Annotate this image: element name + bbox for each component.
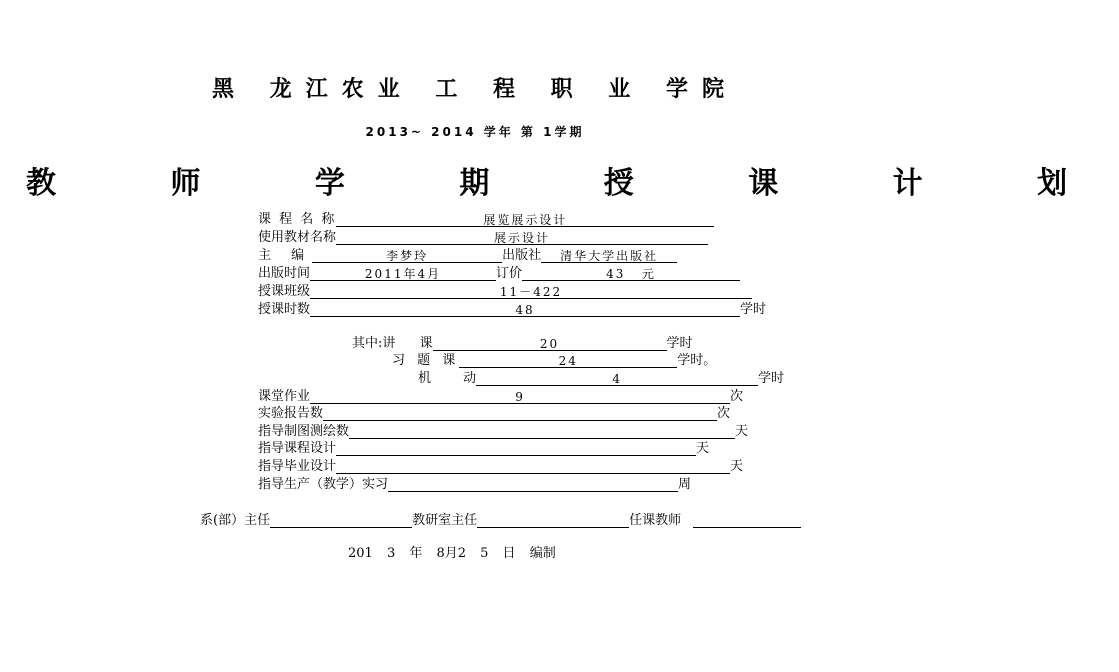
school-name: 黑 龙江农业 工 程 职 业 学院 [212, 77, 738, 102]
office-head-label: 教研室主任 [412, 513, 478, 528]
practice-unit: 周 [678, 477, 692, 492]
course-name-field [336, 212, 714, 227]
machine-row [418, 371, 784, 387]
practice-label: 指导生产（教学）实习 [258, 477, 389, 492]
class-value: 11－422 [499, 285, 563, 299]
lecture-row [352, 336, 693, 352]
price-value: 43 [606, 267, 626, 281]
report-field [323, 406, 717, 421]
dept-head-label: 系(部）主任 [200, 513, 271, 528]
machine-value: 4 [612, 372, 622, 386]
lecture-unit: 学时 [666, 336, 693, 351]
teacher-field [693, 513, 801, 528]
term-line: 2013~ 2014 学年 第 1学期 [365, 125, 585, 139]
textbook-field [336, 230, 708, 245]
hours-row [258, 302, 766, 318]
machine-unit: 学时 [758, 371, 785, 386]
exercise-field [459, 353, 677, 368]
teacher-label: 任课教师 [629, 513, 682, 528]
graduation-field [336, 459, 730, 474]
course-design-unit: 天 [696, 441, 710, 456]
homework-row [258, 389, 743, 405]
homework-value: 9 [515, 390, 525, 404]
pubdate-field [310, 266, 496, 281]
price-label: 订价 [496, 266, 523, 281]
exercise-label: 习 题 课 [392, 353, 460, 368]
textbook-row [258, 230, 708, 246]
publisher-field [541, 248, 677, 263]
hours-field [310, 302, 740, 317]
publisher-label: 出版社 [502, 248, 542, 263]
course-design-field [336, 441, 696, 456]
textbook-value: 展示设计 [494, 231, 551, 245]
page-title: 教 师 学 期 授 课 计 划 [26, 166, 1119, 201]
drawing-label: 指导制图测绘数 [258, 424, 350, 439]
machine-label: 机 动 [418, 371, 477, 386]
price-unit: 元 [641, 267, 656, 281]
editor-row [258, 248, 677, 264]
course-design-row [258, 441, 709, 457]
homework-unit: 次 [730, 389, 744, 404]
drawing-row [258, 424, 748, 440]
pubdate-value: 2011年4月 [364, 267, 442, 281]
hours-value: 48 [515, 303, 535, 317]
exercise-row [392, 353, 716, 369]
report-row [258, 406, 730, 422]
practice-row [258, 477, 691, 493]
homework-field [310, 389, 730, 404]
editor-field [312, 248, 502, 263]
homework-label: 课堂作业 [258, 389, 311, 404]
lecture-label: 其中:讲 课 [352, 336, 433, 351]
class-label: 授课班级 [258, 284, 311, 299]
report-unit: 次 [717, 406, 731, 421]
office-head-field [477, 513, 629, 528]
exercise-value: 24 [558, 354, 578, 368]
graduation-row [258, 459, 743, 475]
editor-value: 李梦玲 [386, 249, 429, 263]
course-name-label: 课 程 名 称 [258, 212, 337, 227]
report-label: 实验报告数 [258, 406, 324, 421]
pubdate-label: 出版时间 [258, 266, 311, 281]
hours-label: 授课时数 [258, 302, 311, 317]
pubdate-row [258, 266, 740, 282]
course-name-value: 展览展示设计 [483, 213, 568, 227]
graduation-unit: 天 [730, 459, 744, 474]
price-field [522, 266, 740, 281]
signature-row [200, 513, 801, 529]
graduation-label: 指导毕业设计 [258, 459, 337, 474]
lecture-field [433, 336, 667, 351]
textbook-label: 使用教材名称 [258, 230, 337, 245]
hours-unit: 学时 [740, 302, 767, 317]
class-field [310, 284, 752, 299]
course-name-row [258, 212, 714, 228]
class-row [258, 284, 752, 300]
lecture-value: 20 [539, 337, 560, 351]
drawing-unit: 天 [735, 424, 749, 439]
publisher-value: 清华大学出版社 [560, 249, 659, 263]
dept-head-field [270, 513, 412, 528]
course-design-label: 指导课程设计 [258, 441, 337, 456]
machine-field [476, 371, 758, 386]
drawing-field [349, 424, 735, 439]
exercise-unit: 学时。 [677, 353, 717, 368]
compile-date: 201 3 年 8月2 5 日 编制 [348, 546, 556, 561]
editor-label: 主 编 [258, 248, 313, 263]
practice-field [388, 477, 678, 492]
